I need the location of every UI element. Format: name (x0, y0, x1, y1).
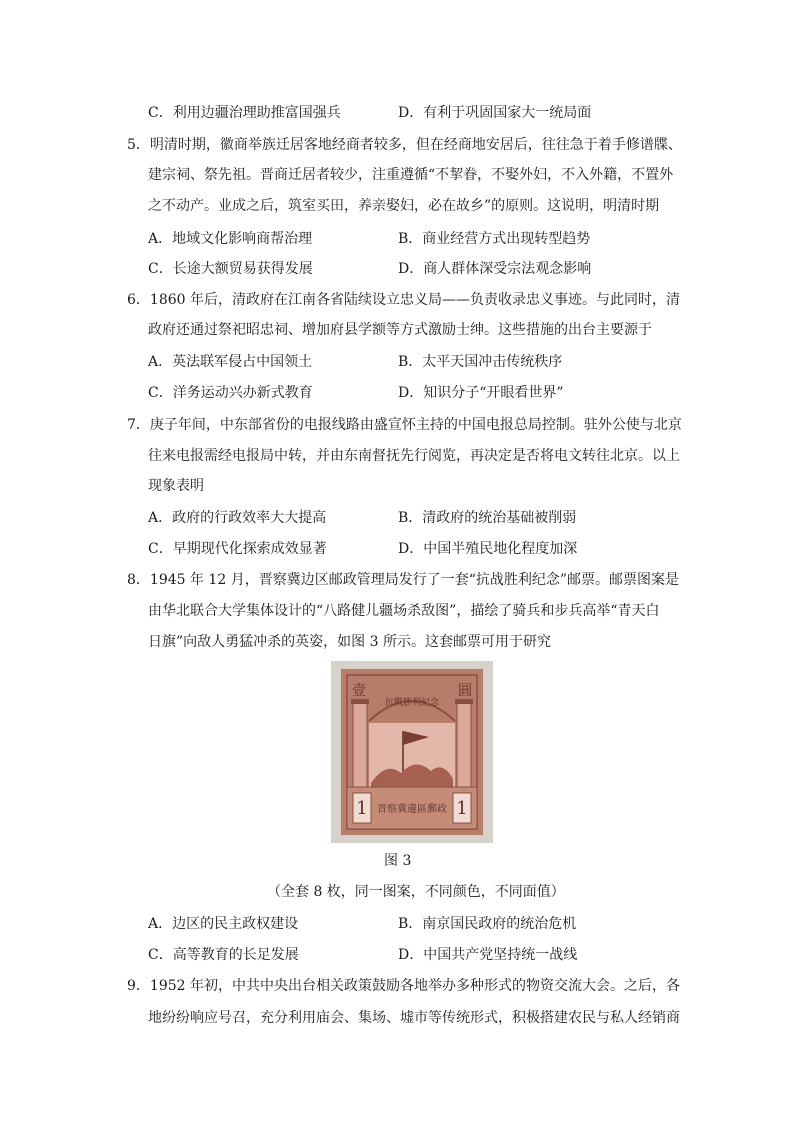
q8-stem-line-1: 8．1945 年 12 月，晋察冀边区邮政管理局发行了一套“抗战胜利纪念”邮票。邮票图案是 (127, 572, 680, 588)
q6-option-c: C．洋务运动兴办新式教育 (148, 385, 313, 401)
stamp-pillar-cap-right (455, 699, 473, 704)
q7-stem-line-2: 往来电报需经电报局中转，并由东南督抚先行阅览，再决定是否将电文转往北京。以上 (148, 448, 680, 464)
stamp-bottom-text: 晋察冀邊區郵政 (377, 804, 447, 815)
q8-option-c: C．高等教育的长足发展 (148, 947, 299, 963)
q6-option-d: D．知识分子“开眼看世界” (398, 385, 564, 401)
q7-option-b: B．清政府的统治基础被削弱 (398, 510, 577, 526)
q7-stem-line-3: 现象表明 (148, 478, 204, 494)
stamp-value-left: 1 (356, 798, 368, 819)
stamp-banner-text: 抗戰勝利紀念 (384, 698, 440, 708)
q5-option-b: B．商业经营方式出现转型趋势 (398, 231, 591, 247)
figure-caption: 图 3 (384, 853, 412, 869)
stamp-top-left-char: 壹 (352, 683, 366, 699)
q5-stem-line-2: 建宗祠、祭先祖。晋商迁居者较少，注重遵循“不挈眷，不娶外妇，不入外籍，不置外 (148, 167, 674, 183)
q9-stem-line-1: 9．1952 年初，中共中央出台相关政策鼓励各地举办多种形式的物资交流大会。之后，各 (127, 978, 680, 994)
stamp-top-right-char: 圓 (458, 683, 472, 699)
q6-stem-line-2: 政府还通过祭祀昭忠祠、增加府县学额等方式激励士绅。这些措施的出台主要源于 (148, 322, 652, 338)
q5-stem-line-1: 5．明清时期，徽商举族迁居客地经商者较多，但在经商地安居后，往往急于着手修谱牒、 (127, 137, 682, 153)
stamp-pillar-left (353, 703, 367, 787)
q6-stem-line-1: 6．1860 年后，清政府在江南各省陆续设立忠义局——负责收录忠义事迹。与此同时，清 (127, 292, 680, 308)
q8-stem-line-2: 由华北联合大学集体设计的“八路健儿疆场杀敌图”，描绘了骑兵和步兵高举“青天白 (148, 603, 660, 619)
q5-option-c: C．长途大额贸易获得发展 (148, 261, 313, 277)
q7-option-a: A．政府的行政效率大大提高 (148, 510, 327, 526)
q8-option-a: A．边区的民主政权建设 (148, 916, 299, 932)
stamp-value-right: 1 (456, 798, 468, 819)
stamp-pillar-cap-left (351, 699, 369, 704)
q8-option-b: B．南京国民政府的统治危机 (398, 916, 577, 932)
q8-stem-line-3: 日旗”向敌人勇猛冲杀的英姿，如图 3 所示。这套邮票可用于研究 (148, 634, 551, 650)
q4-option-c: C．利用边疆治理助推富国强兵 (148, 105, 341, 121)
stamp-pillar-right (457, 703, 471, 787)
q5-stem-line-3: 之不动产。业成之后，筑室买田，养亲娶妇，必在故乡”的原则。这说明，明清时期 (148, 198, 660, 214)
q7-option-d: D．中国半殖民地化程度加深 (398, 541, 578, 557)
q5-option-d: D．商人群体深受宗法观念影响 (398, 261, 592, 277)
q7-stem-line-1: 7．庚子年间，中东部省份的电报线路由盛宣怀主持的中国电报总局控制。驻外公使与北京 (127, 417, 682, 433)
q9-stem-line-2: 地纷纷响应号召，充分利用庙会、集场、墟市等传统形式，积极搭建农民与私人经销商 (148, 1010, 680, 1026)
q5-option-a: A．地域文化影响商帮治理 (148, 231, 313, 247)
q8-option-d: D．中国共产党坚持统一战线 (398, 947, 578, 963)
q6-option-a: A．英法联军侵占中国领土 (148, 354, 313, 370)
q4-option-d: D．有利于巩固国家大一统局面 (398, 105, 592, 121)
q7-option-c: C．早期现代化探索成效显著 (148, 541, 327, 557)
figure-note: （全套 8 枚，同一图案，不同颜色，不同面值） (267, 884, 565, 900)
q6-option-b: B．太平天国冲击传统秩序 (398, 354, 563, 370)
stamp-figure (331, 661, 493, 843)
stamp-image (331, 661, 493, 843)
